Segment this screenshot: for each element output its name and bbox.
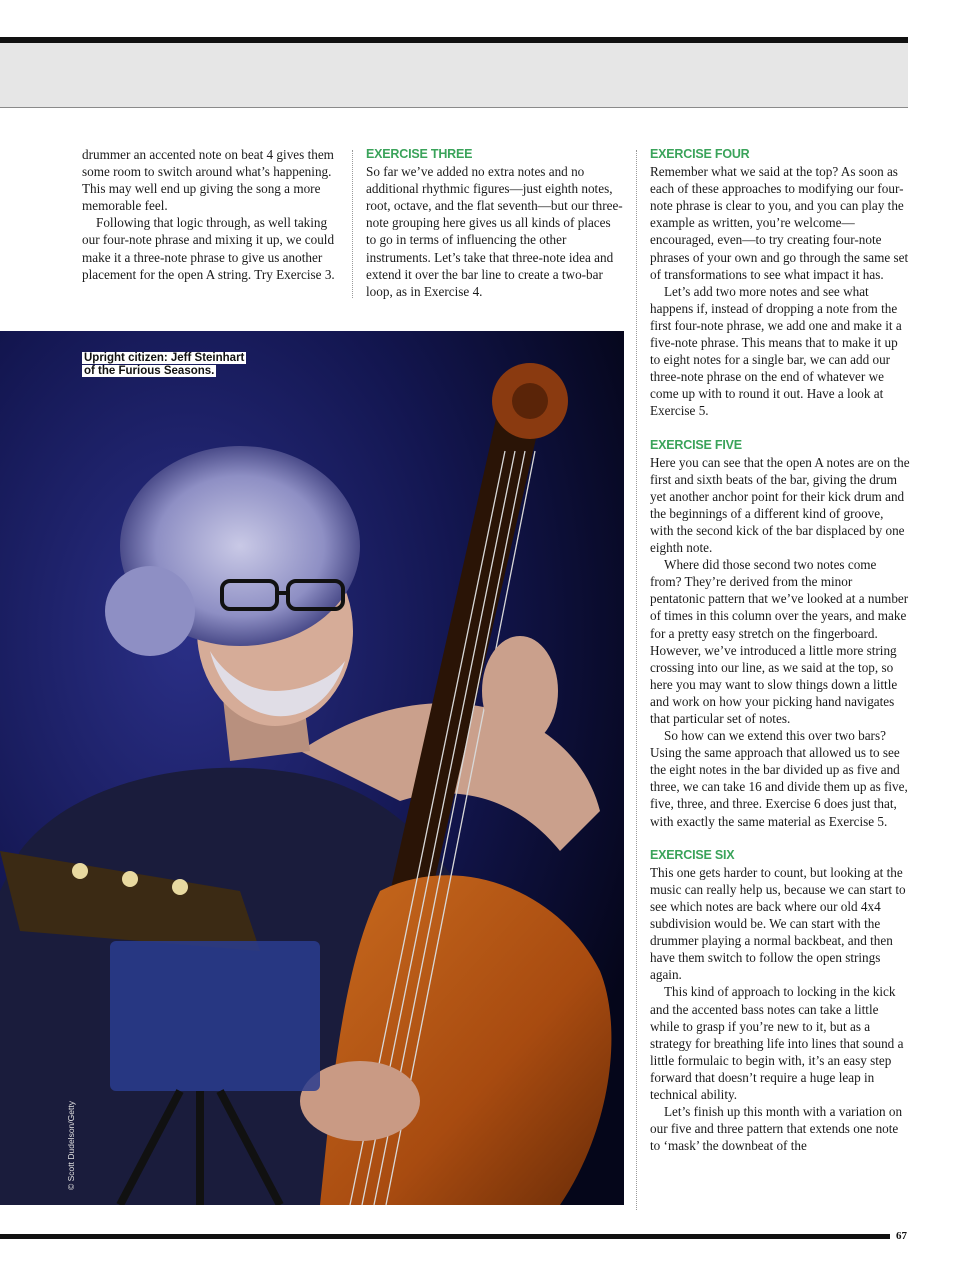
paragraph: So far we’ve added no extra notes and no additional rhythmic figures—just eighth notes, root, octave, and the flat seventh—but our three-note grouping here gives us all kinds of places to go in terms of influencing the other instruments. Let’s take that three-note idea and extend it over the bar line to create a two-bar loop, as in Exercise 4.	[366, 164, 623, 299]
exercise-four-heading: EXERCISE FOUR	[650, 147, 750, 161]
bottom-rule	[0, 1234, 890, 1239]
column-1	[82, 146, 340, 283]
paragraph: This kind of approach to locking in the kick and the accented bass notes can take a little while to grasp if you’re new to it, but as a strategy for breathing life into lines that sound a little formulaic to begin with, it’s an easy step forward that doesn’t require a huge leap in technical ability.	[650, 984, 904, 1102]
column-2	[366, 146, 624, 300]
column-divider	[636, 150, 637, 1210]
paragraph: So how can we extend this over two bars? Using the same approach that allowed us to see the eight notes in the bar divided up as five and three, we can take 16 and divide them up as five, five, three, and three. Exercise 6 does just that, with exactly the same material as Exercise 5.	[650, 728, 908, 829]
paragraph: Following that logic through, as well taking our four-note phrase and mixing it up, we could make it a three-note phrase to give us another placement for the open A string. Try Exercise 3.	[82, 215, 335, 282]
paragraph: Let’s add two more notes and see what happens if, instead of dropping a note from the first four-note phrase, we add one and make it a five-note phrase. This means that to make it up to eight notes for a single bar, we can add our three-note phrase on the end of whatever we come up with to round it out. Have a look at Exercise 5.	[650, 283, 902, 419]
exercise-three-heading: EXERCISE THREE	[366, 147, 473, 161]
exercise-six-heading: EXERCISE SIX	[650, 847, 735, 862]
caption-line: of the Furious Seasons.	[84, 365, 215, 377]
section-gap	[650, 830, 910, 847]
exercise-five-heading: EXERCISE FIVE	[650, 437, 742, 452]
paragraph: drummer an accented note on beat 4 gives them some room to switch around what’s happening. This may well end up giving the song a more memorable feel.	[82, 147, 334, 214]
paragraph: Let’s finish up this month with a variation on our five and three pattern that extends one note to ‘mask’ the downbeat of the	[650, 1104, 903, 1154]
bassist-photo	[0, 331, 624, 1205]
paragraph: This one gets harder to count, but looking at the music can really help us, because we can start to see which notes are back where our old 4x4 subdivision would be. We can start with the drummer playing a normal backbeat, and then have them switch to follow the open strings again.	[650, 864, 906, 983]
paragraph: Remember what we said at the top? As soon as each of these approaches to modifying our four-note phrase is clear to you, and you can play the example as written, you’re welcome—encouraged, even—to try creating four-note phrases of your own and go through the same set of transformations to see what impact it has.	[650, 164, 909, 282]
photo-illustration	[0, 331, 624, 1205]
paragraph: Where did those second two notes come from? They’re derived from the minor pentatonic pattern that we’ve looked at a number of times in this column over the years, and make for a pretty easy stretch on the fingerboard. However, we’ve introduced a little more string crossing into our line, as we said at the top, so here you may want to slow things down a little and work on how your picking hand navigates that particular set of notes.	[650, 557, 909, 726]
photo-caption	[82, 352, 257, 378]
page-number: 67	[896, 1230, 907, 1242]
header-band	[0, 43, 908, 108]
paragraph: Here you can see that the open A notes are on the first and sixth beats of the bar, giving the drum yet another anchor point for their kick drum and the beginnings of a different kind of groove, with the second kick of the bar displaced by one eighth note.	[650, 454, 910, 556]
column-3	[650, 146, 910, 1154]
photo-credit: © Scott Dudelson/Getty	[66, 1101, 76, 1190]
section-gap	[650, 420, 910, 437]
caption-line: Upright citizen: Jeff Steinhart	[84, 352, 245, 364]
column-divider	[352, 150, 353, 298]
